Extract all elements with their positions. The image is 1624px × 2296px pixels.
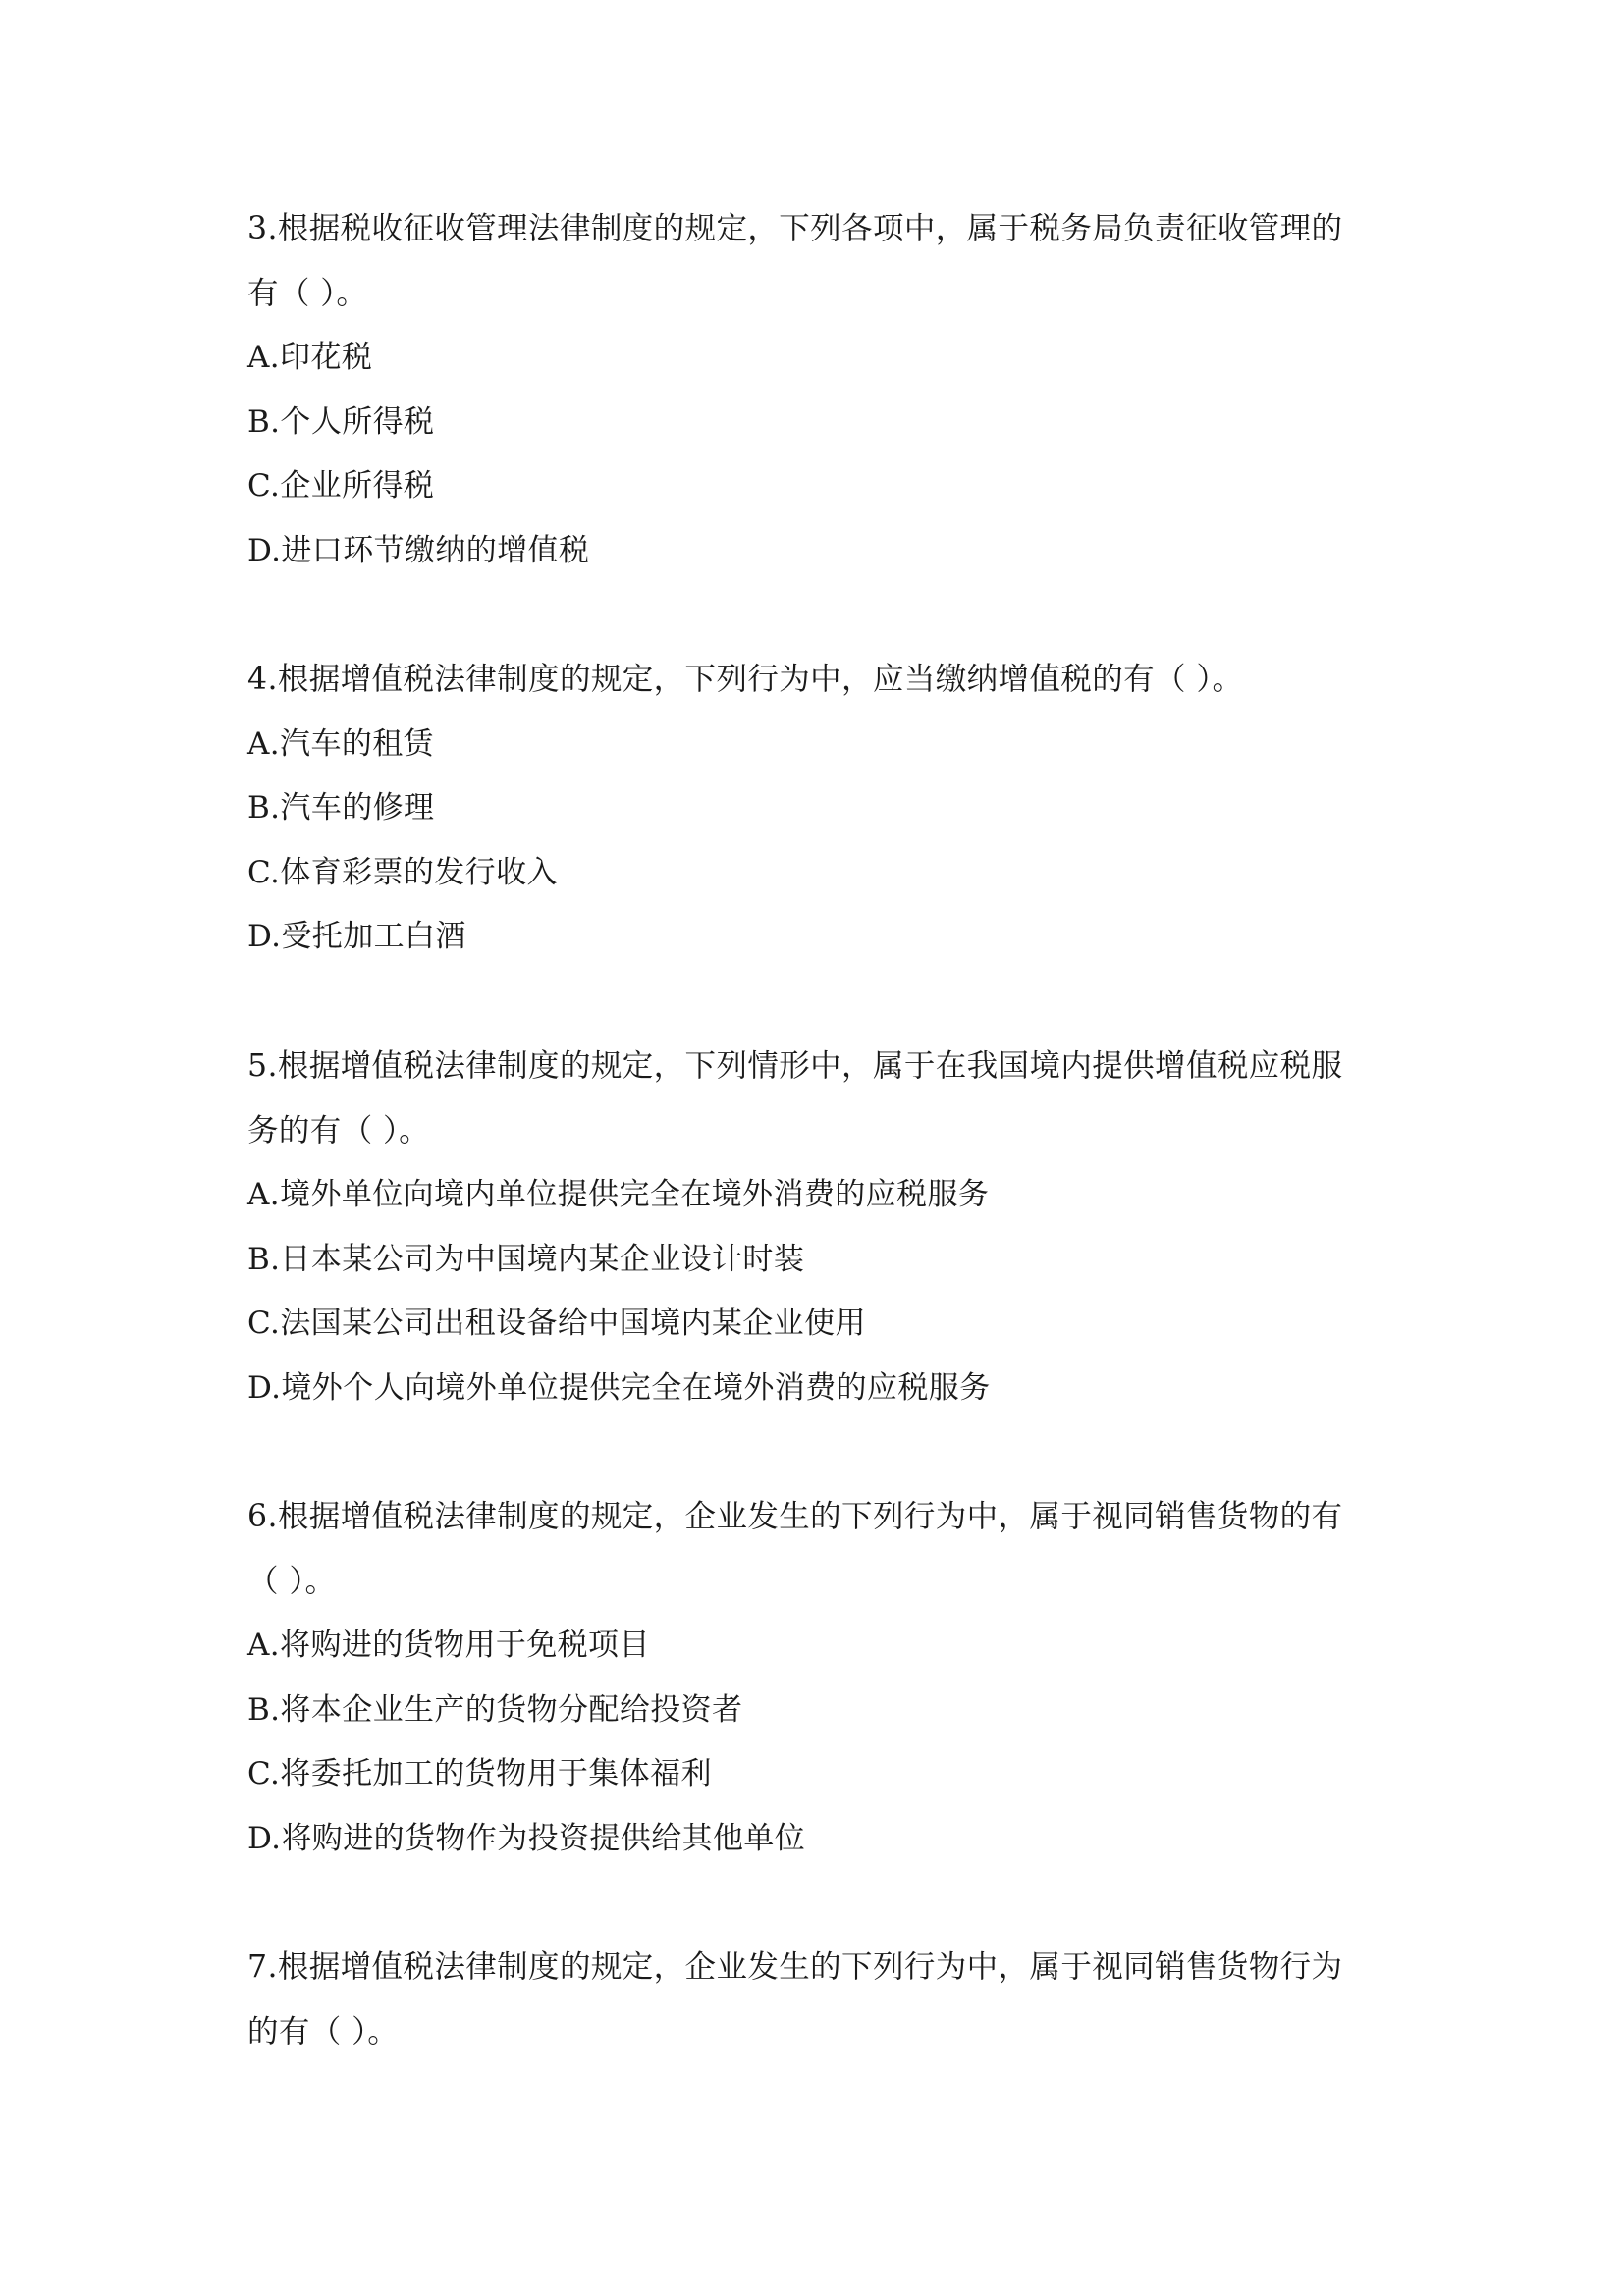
question-4	[247, 648, 1386, 970]
question-stem-line: 有（ ）。	[247, 275, 368, 311]
question-stem-line: 7.根据增值税法律制度的规定，企业发生的下列行为中，属于视同销售货物行为	[247, 1949, 1343, 1985]
option-b: B.汽车的修理	[247, 790, 435, 827]
question-5	[247, 1035, 1386, 1421]
option-a: A.印花税	[247, 340, 373, 376]
option-d: D.受托加工白酒	[247, 919, 466, 955]
option-a: A.将购进的货物用于免税项目	[247, 1628, 650, 1664]
question-stem-line: 4.根据增值税法律制度的规定，下列行为中，应当缴纳增值税的有（ ）。	[247, 662, 1244, 697]
option-b: B.日本某公司为中国境内某企业设计时装	[247, 1241, 805, 1277]
option-d: D.将购进的货物作为投资提供给其他单位	[247, 1820, 806, 1856]
option-c: C.法国某公司出租设备给中国境内某企业使用	[247, 1306, 866, 1342]
question-stem-line: 务的有（ ）。	[247, 1112, 431, 1148]
question-7	[247, 1936, 1386, 2064]
option-c: C.企业所得税	[247, 468, 435, 505]
question-stem-line: 6.根据增值税法律制度的规定，企业发生的下列行为中，属于视同销售货物的有	[247, 1499, 1343, 1534]
option-c: C.体育彩票的发行收入	[247, 854, 558, 890]
option-a: A.境外单位向境内单位提供完全在境外消费的应税服务	[247, 1177, 990, 1213]
option-c: C.将委托加工的货物用于集体福利	[247, 1756, 712, 1792]
option-d: D.境外个人向境外单位提供完全在境外消费的应税服务	[247, 1369, 991, 1406]
option-b: B.将本企业生产的货物分配给投资者	[247, 1691, 743, 1728]
question-stem-line: 3.根据税收征收管理法律制度的规定，下列各项中，属于税务局负责征收管理的	[247, 211, 1343, 246]
question-stem-line: 5.根据增值税法律制度的规定，下列情形中，属于在我国境内提供增值税应税服	[247, 1048, 1343, 1084]
question-stem-line: （ ）。	[247, 1563, 337, 1599]
option-a: A.汽车的租赁	[247, 725, 435, 762]
option-b: B.个人所得税	[247, 403, 435, 440]
question-6	[247, 1485, 1386, 1872]
question-stem-line: 的有（ ）。	[247, 2013, 400, 2050]
question-3	[247, 197, 1386, 584]
option-d: D.进口环节缴纳的增值税	[247, 532, 590, 568]
